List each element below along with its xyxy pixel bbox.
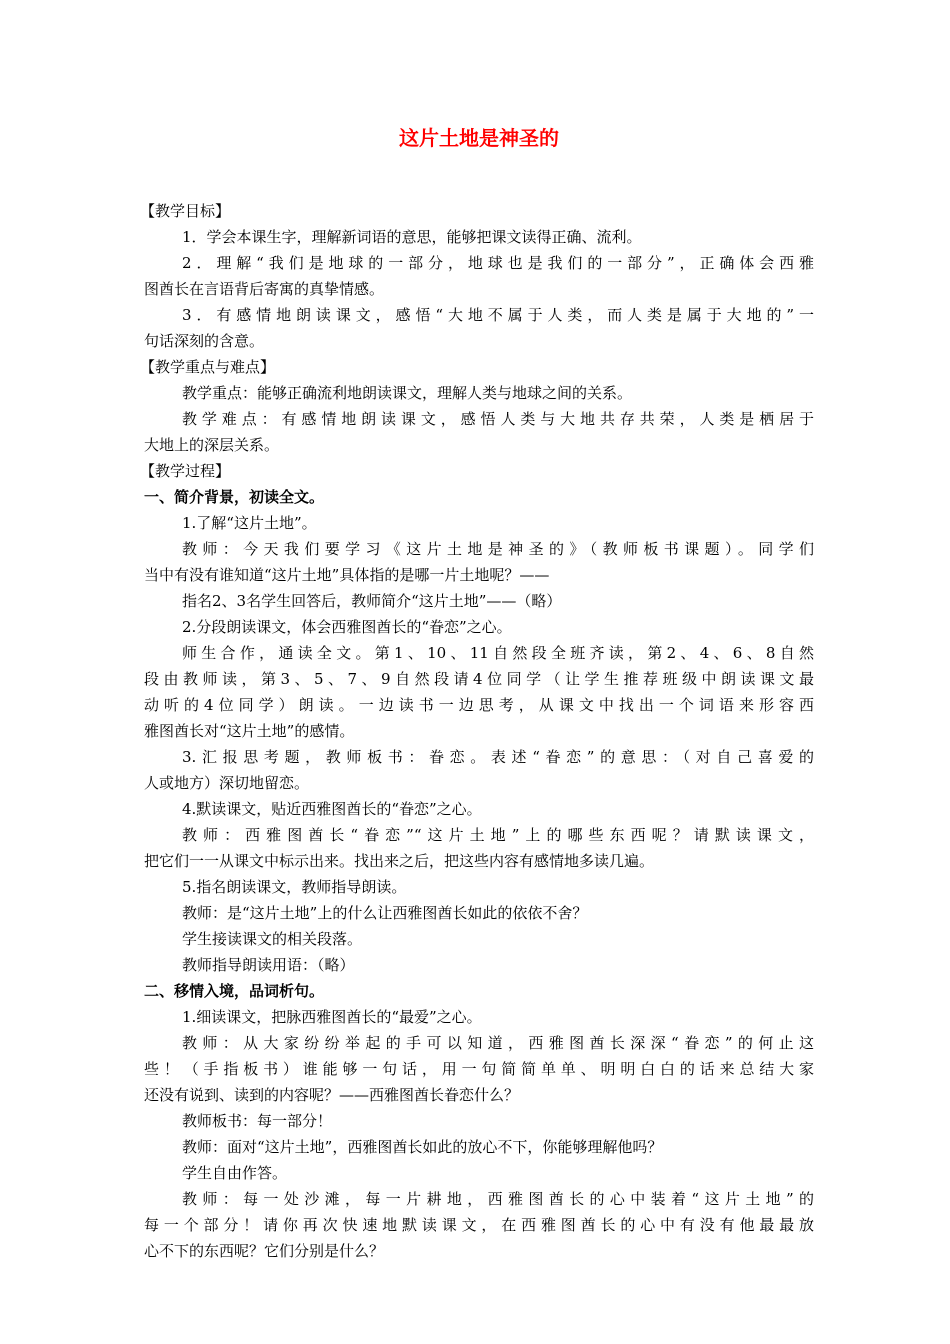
paragraph-line: 4.默读课文，贴近西雅图酋长的“眷恋”之心。	[182, 800, 482, 818]
document-body	[140, 198, 814, 1264]
paragraph-line: 把它们一一从课文中标示出来。找出来之后，把这些内容有感情地多读几遍。	[144, 852, 655, 870]
paragraph-line: 些！（手指板书）谁能够一句话，用一句简简单单、明明白白的话来总结大家	[144, 1060, 814, 1078]
paragraph-line: 2.分段朗读课文，体会西雅图酋长的“眷恋”之心。	[182, 618, 512, 636]
paragraph-line: 教师板书：每一部分！	[182, 1112, 333, 1130]
paragraph-line: 3.汇报思考题，教师板书：眷恋。表述“眷恋”的意思：（对自己喜爱的	[182, 748, 814, 766]
section-heading: 【教学重点与难点】	[140, 358, 276, 376]
paragraph-line: 2．理解“我们是地球的一部分，地球也是我们的一部分”，正确体会西雅	[182, 254, 814, 272]
paragraph-line: 教师：是“这片土地”上的什么让西雅图酋长如此的依依不舍？	[182, 904, 588, 922]
paragraph-line: 学生自由作答。	[182, 1164, 288, 1182]
paragraph-line: 每一个部分！请你再次快速地默读课文，在西雅图酋长的心中有没有他最最放	[144, 1216, 814, 1234]
paragraph-line: 教师指导朗读用语：（略）	[182, 956, 355, 974]
page-title: 这片土地是神圣的	[399, 126, 559, 150]
paragraph-line: 教师：每一处沙滩，每一片耕地，西雅图酋长的心中装着“这片土地”的	[182, 1190, 814, 1208]
paragraph-line: 大地上的深层关系。	[144, 436, 280, 454]
paragraph-line: 指名2、3名学生回答后，教师简介“这片土地”——（略）	[182, 592, 562, 610]
paragraph-line: 5.指名朗读课文，教师指导朗读。	[182, 878, 407, 896]
paragraph-line: 1.了解“这片土地”。	[182, 514, 317, 532]
paragraph-line: 师生合作，通读全文。第1、10、11自然段全班齐读，第2、4、6、8自然	[182, 644, 814, 662]
paragraph-line: 动听的4位同学）朗读。一边读书一边思考，从课文中找出一个词语来形容西	[144, 696, 814, 714]
paragraph-line: 心不下的东西呢？它们分别是什么？	[144, 1242, 385, 1260]
part-heading: 二、移情入境，品词析句。	[144, 982, 325, 1000]
paragraph-line: 图酋长在言语背后寄寓的真挚情感。	[144, 280, 385, 298]
paragraph-line: 段由教师读，第3、5、7、9自然段请4位同学（让学生推荐班级中朗读课文最	[144, 670, 814, 688]
paragraph-line: 1．学会本课生字，理解新词语的意思，能够把课文读得正确、流利。	[182, 228, 642, 246]
paragraph-line: 教师：今天我们要学习《这片土地是神圣的》（教师板书课题）。同学们	[182, 540, 814, 558]
paragraph-line: 1.细读课文，把脉西雅图酋长的“最爱”之心。	[182, 1008, 482, 1026]
paragraph-line: 人或地方）深切地留恋。	[144, 774, 310, 792]
paragraph-line: 当中有没有谁知道“这片土地”具体指的是哪一片土地呢？——	[144, 566, 550, 584]
paragraph-line: 3．有感情地朗读课文，感悟“大地不属于人类，而人类是属于大地的”一	[182, 306, 814, 324]
paragraph-line: 教学难点：有感情地朗读课文，感悟人类与大地共存共荣，人类是栖居于	[182, 410, 814, 428]
paragraph-line: 教师：西雅图酋长“眷恋”“这片土地”上的哪些东西呢？请默读课文，	[182, 826, 814, 844]
part-heading: 一、简介背景，初读全文。	[144, 488, 325, 506]
paragraph-line: 还没有说到、读到的内容呢？——西雅图酋长眷恋什么？	[144, 1086, 520, 1104]
paragraph-line: 教师：从大家纷纷举起的手可以知道，西雅图酋长深深“眷恋”的何止这	[182, 1034, 814, 1052]
paragraph-line: 学生接读课文的相关段落。	[182, 930, 363, 948]
paragraph-line: 教师：面对“这片土地”，西雅图酋长如此的放心不下，你能够理解他吗？	[182, 1138, 663, 1156]
section-heading: 【教学目标】	[140, 202, 231, 220]
paragraph-line: 教学重点：能够正确流利地朗读课文，理解人类与地球之间的关系。	[182, 384, 633, 402]
paragraph-line: 句话深刻的含意。	[144, 332, 265, 350]
paragraph-line: 雅图酋长对“这片土地”的感情。	[144, 722, 355, 740]
section-heading: 【教学过程】	[140, 462, 231, 480]
